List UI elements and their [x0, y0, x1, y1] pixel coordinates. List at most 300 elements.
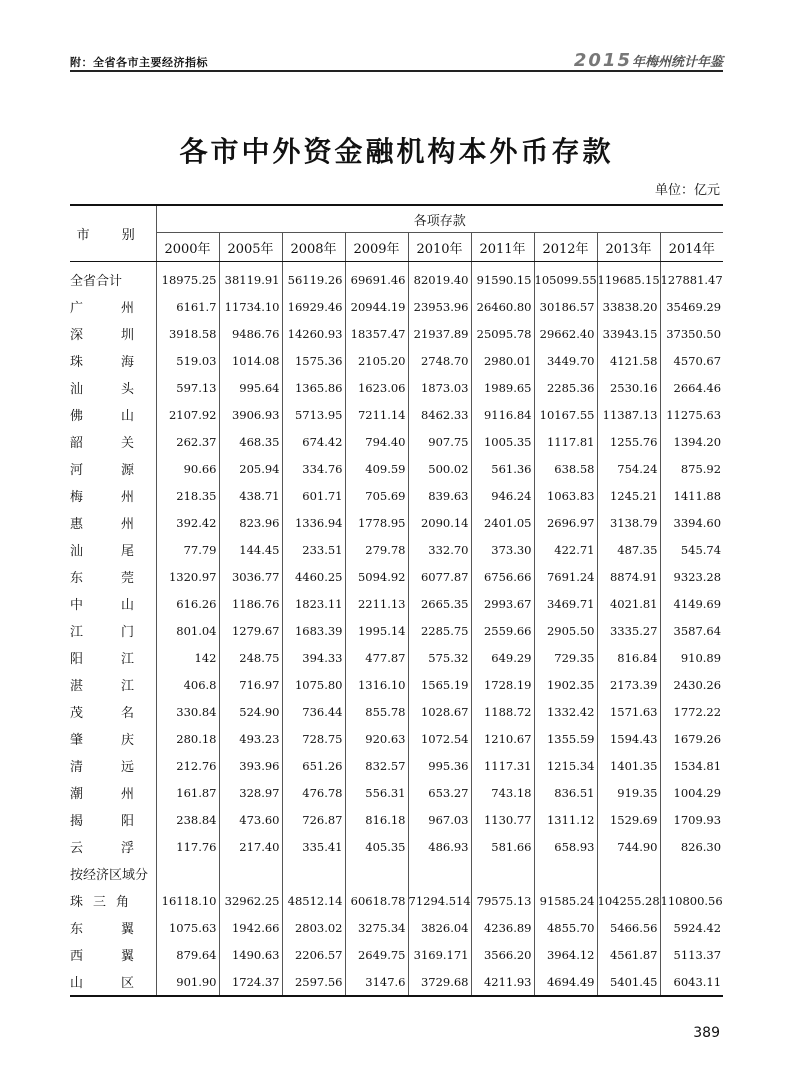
- value-cell: 832.57: [345, 752, 408, 779]
- value-cell: 1075.80: [282, 671, 345, 698]
- value-cell: 3275.34: [345, 914, 408, 941]
- table-body: [70, 262, 723, 997]
- value-cell: 4460.25: [282, 563, 345, 590]
- value-cell: 1709.93: [660, 806, 723, 833]
- value-cell: 875.92: [660, 455, 723, 482]
- year-header: 2005年: [219, 233, 282, 262]
- value-cell: 18975.25: [156, 262, 219, 294]
- value-cell: 1411.88: [660, 482, 723, 509]
- value-cell: 4121.58: [597, 347, 660, 374]
- value-cell: 11387.13: [597, 401, 660, 428]
- value-cell: 334.76: [282, 455, 345, 482]
- value-cell: 500.02: [408, 455, 471, 482]
- value-cell: 23953.96: [408, 293, 471, 320]
- row-label: 韶关: [70, 436, 173, 451]
- value-cell: 1279.67: [219, 617, 282, 644]
- value-cell: 2748.70: [408, 347, 471, 374]
- value-cell: 394.33: [282, 644, 345, 671]
- value-cell: 3729.68: [408, 968, 471, 996]
- value-cell: 11275.63: [660, 401, 723, 428]
- value-cell: 3587.64: [660, 617, 723, 644]
- value-cell: 2664.46: [660, 374, 723, 401]
- row-label: 珠三角: [70, 895, 140, 910]
- value-cell: 26460.80: [471, 293, 534, 320]
- value-cell: [408, 860, 471, 887]
- value-cell: 2206.57: [282, 941, 345, 968]
- value-cell: 1336.94: [282, 509, 345, 536]
- value-cell: 486.93: [408, 833, 471, 860]
- table-row: [70, 914, 723, 941]
- row-label: 河源: [70, 463, 173, 478]
- value-cell: 601.71: [282, 482, 345, 509]
- value-cell: 48512.14: [282, 887, 345, 914]
- year-header: 2009年: [345, 233, 408, 262]
- row-label: 佛山: [70, 409, 173, 424]
- value-cell: 2173.39: [597, 671, 660, 698]
- value-cell: 1724.37: [219, 968, 282, 996]
- value-cell: 1394.20: [660, 428, 723, 455]
- year-header-row: [70, 233, 723, 262]
- row-label: 广州: [70, 301, 173, 316]
- value-cell: 5713.95: [282, 401, 345, 428]
- value-cell: 901.90: [156, 968, 219, 996]
- value-cell: 2559.66: [471, 617, 534, 644]
- value-cell: 1311.12: [534, 806, 597, 833]
- value-cell: 104255.28: [597, 887, 660, 914]
- value-cell: 4561.87: [597, 941, 660, 968]
- value-cell: 524.90: [219, 698, 282, 725]
- value-cell: 920.63: [345, 725, 408, 752]
- value-cell: 651.26: [282, 752, 345, 779]
- row-label: 云浮: [70, 841, 173, 856]
- year-header: 2011年: [471, 233, 534, 262]
- value-cell: 6756.66: [471, 563, 534, 590]
- value-cell: 9116.84: [471, 401, 534, 428]
- year-header: 2012年: [534, 233, 597, 262]
- value-cell: 2530.16: [597, 374, 660, 401]
- table-row: [70, 833, 723, 860]
- value-cell: 1623.06: [345, 374, 408, 401]
- value-cell: 38119.91: [219, 262, 282, 294]
- yearbook-name: 年梅州统计年鉴: [631, 55, 723, 70]
- row-label: 按经济区域分: [70, 868, 149, 883]
- row-label: 山区: [70, 968, 156, 996]
- row-label: 清远: [70, 760, 173, 775]
- value-cell: [660, 860, 723, 887]
- value-cell: 907.75: [408, 428, 471, 455]
- value-cell: 71294.514: [408, 887, 471, 914]
- value-cell: 2803.02: [282, 914, 345, 941]
- running-header-right: [574, 50, 723, 71]
- value-cell: 1130.77: [471, 806, 534, 833]
- value-cell: 919.35: [597, 779, 660, 806]
- value-cell: 25095.78: [471, 320, 534, 347]
- value-cell: 2665.35: [408, 590, 471, 617]
- value-cell: 1117.31: [471, 752, 534, 779]
- value-cell: 4570.67: [660, 347, 723, 374]
- value-cell: 1873.03: [408, 374, 471, 401]
- value-cell: 1571.63: [597, 698, 660, 725]
- value-cell: 110800.56: [660, 887, 723, 914]
- table-row: [70, 320, 723, 347]
- value-cell: 373.30: [471, 536, 534, 563]
- value-cell: 409.59: [345, 455, 408, 482]
- value-cell: 144.45: [219, 536, 282, 563]
- row-label: 梅州: [70, 490, 173, 505]
- value-cell: 2401.05: [471, 509, 534, 536]
- value-cell: [471, 860, 534, 887]
- value-cell: 6077.87: [408, 563, 471, 590]
- value-cell: 910.89: [660, 644, 723, 671]
- year-header: 2000年: [156, 233, 219, 262]
- value-cell: 2430.26: [660, 671, 723, 698]
- row-label: 中山: [70, 598, 173, 613]
- value-cell: 1365.86: [282, 374, 345, 401]
- value-cell: 233.51: [282, 536, 345, 563]
- value-cell: 9323.28: [660, 563, 723, 590]
- value-cell: 262.37: [156, 428, 219, 455]
- value-cell: 2105.20: [345, 347, 408, 374]
- value-cell: 468.35: [219, 428, 282, 455]
- value-cell: 8874.91: [597, 563, 660, 590]
- value-cell: 6161.7: [156, 293, 219, 320]
- value-cell: 826.30: [660, 833, 723, 860]
- row-label: 惠州: [70, 517, 173, 532]
- value-cell: 3169.171: [408, 941, 471, 968]
- row-label: 深圳: [70, 328, 173, 343]
- table-row: [70, 725, 723, 752]
- value-cell: 1728.19: [471, 671, 534, 698]
- value-cell: 839.63: [408, 482, 471, 509]
- value-cell: 217.40: [219, 833, 282, 860]
- value-cell: 405.35: [345, 833, 408, 860]
- unit-label: 单位：亿元: [654, 183, 720, 198]
- value-cell: 8462.33: [408, 401, 471, 428]
- value-cell: 18357.47: [345, 320, 408, 347]
- value-cell: 729.35: [534, 644, 597, 671]
- value-cell: 7691.24: [534, 563, 597, 590]
- value-cell: 658.93: [534, 833, 597, 860]
- yearbook-year: 2015: [573, 50, 632, 71]
- value-cell: 1028.67: [408, 698, 471, 725]
- value-cell: 1188.72: [471, 698, 534, 725]
- value-cell: 3964.12: [534, 941, 597, 968]
- value-cell: 32962.25: [219, 887, 282, 914]
- page-title: 各市中外资金融机构本外币存款: [179, 135, 614, 168]
- row-label: 西翼: [70, 949, 173, 964]
- value-cell: 91585.24: [534, 887, 597, 914]
- value-cell: 1902.35: [534, 671, 597, 698]
- value-cell: 117.76: [156, 833, 219, 860]
- value-cell: 2597.56: [282, 968, 345, 996]
- value-cell: 744.90: [597, 833, 660, 860]
- value-cell: 705.69: [345, 482, 408, 509]
- value-cell: 556.31: [345, 779, 408, 806]
- value-cell: 3138.79: [597, 509, 660, 536]
- value-cell: 2285.36: [534, 374, 597, 401]
- value-cell: 328.97: [219, 779, 282, 806]
- value-cell: 56119.26: [282, 262, 345, 294]
- value-cell: 879.64: [156, 941, 219, 968]
- value-cell: 1534.81: [660, 752, 723, 779]
- value-cell: 77.79: [156, 536, 219, 563]
- row-label: 汕头: [70, 382, 173, 397]
- value-cell: 393.96: [219, 752, 282, 779]
- value-cell: 142: [156, 644, 219, 671]
- value-cell: 1772.22: [660, 698, 723, 725]
- value-cell: 1075.63: [156, 914, 219, 941]
- value-cell: 7211.14: [345, 401, 408, 428]
- value-cell: 519.03: [156, 347, 219, 374]
- city-column-header: 市 别: [70, 205, 156, 262]
- value-cell: 4236.89: [471, 914, 534, 941]
- value-cell: 855.78: [345, 698, 408, 725]
- value-cell: 1594.43: [597, 725, 660, 752]
- value-cell: 1063.83: [534, 482, 597, 509]
- value-cell: 20944.19: [345, 293, 408, 320]
- value-cell: 161.87: [156, 779, 219, 806]
- value-cell: 5094.92: [345, 563, 408, 590]
- value-cell: 5113.37: [660, 941, 723, 968]
- value-cell: 9486.76: [219, 320, 282, 347]
- value-cell: 1245.21: [597, 482, 660, 509]
- value-cell: 438.71: [219, 482, 282, 509]
- row-label: 全省合计: [70, 274, 123, 289]
- value-cell: 35469.29: [660, 293, 723, 320]
- value-cell: 422.71: [534, 536, 597, 563]
- value-cell: 1320.97: [156, 563, 219, 590]
- value-cell: 967.03: [408, 806, 471, 833]
- value-cell: 1683.39: [282, 617, 345, 644]
- value-cell: 69691.46: [345, 262, 408, 294]
- row-label: 揭阳: [70, 814, 173, 829]
- value-cell: 218.35: [156, 482, 219, 509]
- value-cell: 493.23: [219, 725, 282, 752]
- value-cell: 335.41: [282, 833, 345, 860]
- value-cell: 1679.26: [660, 725, 723, 752]
- value-cell: 4694.49: [534, 968, 597, 996]
- value-cell: 279.78: [345, 536, 408, 563]
- value-cell: 816.18: [345, 806, 408, 833]
- value-cell: 2993.67: [471, 590, 534, 617]
- value-cell: 1215.34: [534, 752, 597, 779]
- value-cell: 1332.42: [534, 698, 597, 725]
- value-cell: [597, 860, 660, 887]
- value-cell: 473.60: [219, 806, 282, 833]
- year-header: 2014年: [660, 233, 723, 262]
- table-row: [70, 941, 723, 968]
- value-cell: 736.44: [282, 698, 345, 725]
- value-cell: 1316.10: [345, 671, 408, 698]
- value-cell: 60618.78: [345, 887, 408, 914]
- value-cell: 119685.15: [597, 262, 660, 294]
- value-cell: 616.26: [156, 590, 219, 617]
- table-row: [70, 455, 723, 482]
- value-cell: 30186.57: [534, 293, 597, 320]
- value-cell: 1529.69: [597, 806, 660, 833]
- value-cell: 5924.42: [660, 914, 723, 941]
- value-cell: 1355.59: [534, 725, 597, 752]
- table-row: [70, 509, 723, 536]
- value-cell: 476.78: [282, 779, 345, 806]
- value-cell: 2649.75: [345, 941, 408, 968]
- value-cell: 2696.97: [534, 509, 597, 536]
- value-cell: 995.64: [219, 374, 282, 401]
- value-cell: 1942.66: [219, 914, 282, 941]
- table-row: [70, 262, 723, 294]
- row-label: 东莞: [70, 571, 173, 586]
- value-cell: 2285.75: [408, 617, 471, 644]
- group-header: 各项存款: [156, 205, 723, 233]
- value-cell: 33943.15: [597, 320, 660, 347]
- value-cell: 105099.55: [534, 262, 597, 294]
- value-cell: 3449.70: [534, 347, 597, 374]
- value-cell: 1989.65: [471, 374, 534, 401]
- value-cell: 653.27: [408, 779, 471, 806]
- row-label: 茂名: [70, 706, 173, 721]
- table-row: [70, 887, 723, 914]
- table-row: [70, 428, 723, 455]
- row-label: 湛江: [70, 679, 173, 694]
- table-row: [70, 752, 723, 779]
- year-header: 2013年: [597, 233, 660, 262]
- value-cell: 674.42: [282, 428, 345, 455]
- value-cell: 212.76: [156, 752, 219, 779]
- value-cell: 581.66: [471, 833, 534, 860]
- value-cell: [345, 860, 408, 887]
- value-cell: 3566.20: [471, 941, 534, 968]
- table-row: [70, 590, 723, 617]
- page-number: 389: [693, 1025, 720, 1041]
- value-cell: 716.97: [219, 671, 282, 698]
- value-cell: 21937.89: [408, 320, 471, 347]
- table-row: [70, 779, 723, 806]
- row-label: 珠海: [70, 355, 173, 370]
- value-cell: 16929.46: [282, 293, 345, 320]
- value-cell: 1823.11: [282, 590, 345, 617]
- value-cell: 575.32: [408, 644, 471, 671]
- table-row: [70, 968, 723, 996]
- value-cell: 3394.60: [660, 509, 723, 536]
- value-cell: 995.36: [408, 752, 471, 779]
- value-cell: 280.18: [156, 725, 219, 752]
- value-cell: 3147.6: [345, 968, 408, 996]
- value-cell: 477.87: [345, 644, 408, 671]
- row-label: 江门: [70, 625, 173, 640]
- value-cell: 836.51: [534, 779, 597, 806]
- value-cell: 2905.50: [534, 617, 597, 644]
- value-cell: 561.36: [471, 455, 534, 482]
- value-cell: 1210.67: [471, 725, 534, 752]
- value-cell: 330.84: [156, 698, 219, 725]
- row-label: 肇庆: [70, 733, 173, 748]
- value-cell: [534, 860, 597, 887]
- value-cell: 649.29: [471, 644, 534, 671]
- row-label: 东翼: [70, 922, 173, 937]
- table-row: [70, 401, 723, 428]
- value-cell: 3826.04: [408, 914, 471, 941]
- value-cell: 11734.10: [219, 293, 282, 320]
- value-cell: 823.96: [219, 509, 282, 536]
- value-cell: 238.84: [156, 806, 219, 833]
- value-cell: 3906.93: [219, 401, 282, 428]
- value-cell: [282, 860, 345, 887]
- value-cell: 91590.15: [471, 262, 534, 294]
- value-cell: 754.24: [597, 455, 660, 482]
- deposits-table: [70, 204, 723, 997]
- table-row: [70, 617, 723, 644]
- value-cell: 16118.10: [156, 887, 219, 914]
- value-cell: 10167.55: [534, 401, 597, 428]
- value-cell: 1575.36: [282, 347, 345, 374]
- year-header: 2010年: [408, 233, 471, 262]
- section-row: [70, 860, 723, 887]
- value-cell: 1401.35: [597, 752, 660, 779]
- value-cell: 4855.70: [534, 914, 597, 941]
- table-row: [70, 482, 723, 509]
- value-cell: 392.42: [156, 509, 219, 536]
- table-row: [70, 536, 723, 563]
- value-cell: 2980.01: [471, 347, 534, 374]
- value-cell: 1072.54: [408, 725, 471, 752]
- value-cell: 1186.76: [219, 590, 282, 617]
- value-cell: 33838.20: [597, 293, 660, 320]
- value-cell: 545.74: [660, 536, 723, 563]
- value-cell: 4149.69: [660, 590, 723, 617]
- value-cell: 946.24: [471, 482, 534, 509]
- value-cell: 332.70: [408, 536, 471, 563]
- running-header-left: 附：全省各市主要经济指标: [70, 56, 208, 69]
- table-row: [70, 806, 723, 833]
- value-cell: 3918.58: [156, 320, 219, 347]
- value-cell: 1117.81: [534, 428, 597, 455]
- value-cell: 2090.14: [408, 509, 471, 536]
- value-cell: 37350.50: [660, 320, 723, 347]
- table-row: [70, 374, 723, 401]
- value-cell: 79575.13: [471, 887, 534, 914]
- header-rule: [70, 70, 723, 72]
- year-header: 2008年: [282, 233, 345, 262]
- value-cell: 2107.92: [156, 401, 219, 428]
- value-cell: 1014.08: [219, 347, 282, 374]
- value-cell: 1005.35: [471, 428, 534, 455]
- value-cell: 406.8: [156, 671, 219, 698]
- value-cell: 205.94: [219, 455, 282, 482]
- value-cell: 127881.47: [660, 262, 723, 294]
- value-cell: 90.66: [156, 455, 219, 482]
- value-cell: 4211.93: [471, 968, 534, 996]
- table-row: [70, 347, 723, 374]
- value-cell: 1255.76: [597, 428, 660, 455]
- table-row: [70, 293, 723, 320]
- value-cell: 14260.93: [282, 320, 345, 347]
- value-cell: 1490.63: [219, 941, 282, 968]
- value-cell: 1565.19: [408, 671, 471, 698]
- value-cell: 1004.29: [660, 779, 723, 806]
- table-row: [70, 698, 723, 725]
- table-row: [70, 563, 723, 590]
- value-cell: 1995.14: [345, 617, 408, 644]
- value-cell: 2211.13: [345, 590, 408, 617]
- value-cell: 5401.45: [597, 968, 660, 996]
- value-cell: 4021.81: [597, 590, 660, 617]
- table-row: [70, 671, 723, 698]
- value-cell: 743.18: [471, 779, 534, 806]
- value-cell: 726.87: [282, 806, 345, 833]
- value-cell: [156, 860, 219, 887]
- value-cell: 3335.27: [597, 617, 660, 644]
- value-cell: 638.58: [534, 455, 597, 482]
